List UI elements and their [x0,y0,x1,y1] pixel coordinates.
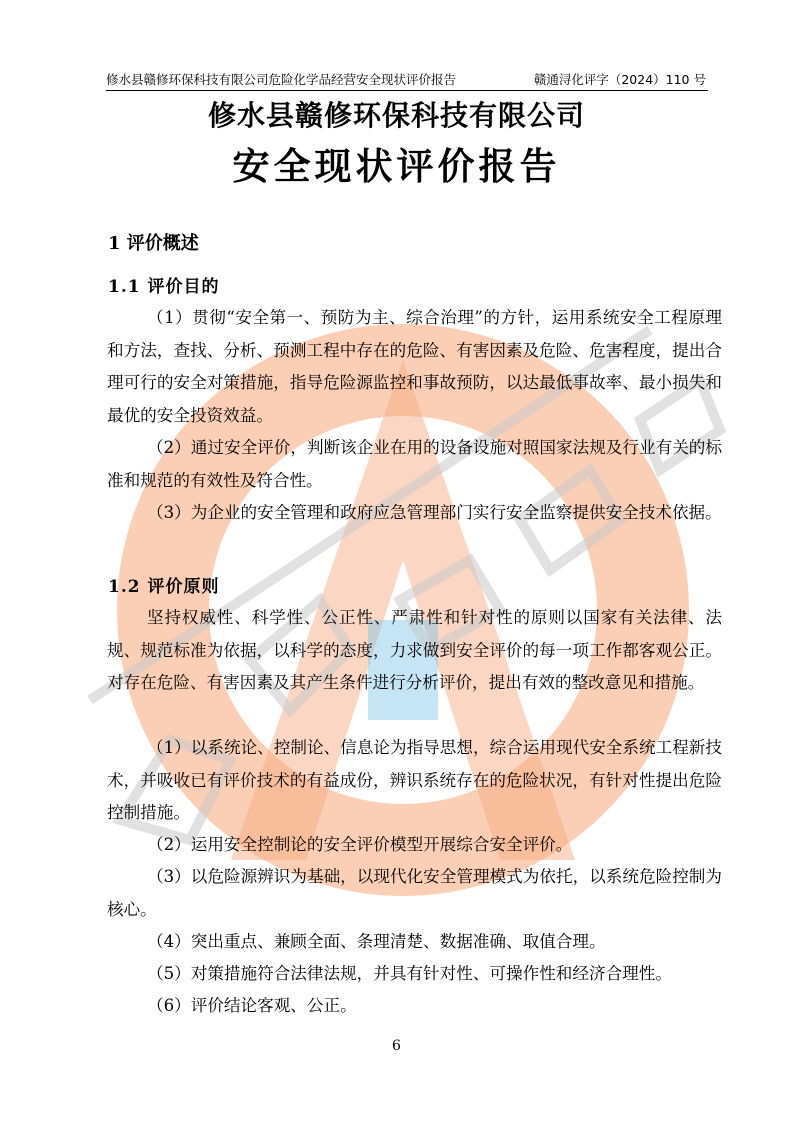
page-header [106,68,708,91]
principles-paragraph-4: （4）突出重点、兼顾全面、条理清楚、数据准确、取值合理。 [147,932,606,951]
page-number: 6 [392,1038,401,1054]
principles-paragraph-2: （2）运用安全控制论的安全评价模型开展综合安全评价。 [147,835,573,854]
principles-paragraph-3: （3）以危险源辨识为基础，以现代化安全管理模式为依托，以系统危险控制为核心。 [107,867,722,919]
principles-paragraph-5: （5）对策措施符合法律法规，并具有针对性、可操作性和经济合理性。 [147,964,672,983]
principles-paragraph-1: （1）以系统论、控制论、信息论为指导思想，综合运用现代安全系统工程新技术，并吸收已有评价技术的有益成份，辨识系统存在的危险状况，有针对性提出危险控制措施。 [107,738,722,822]
document-title-report: 安全现状评价报告 [232,144,561,188]
header-report-number: 赣通浔化评字（2024）110 号 [533,72,706,87]
subsection-heading-purpose: 1.1 评价目的 [108,277,220,297]
header-report-title: 修水县赣修环保科技有限公司危险化学品经营安全现状评价报告 [106,72,457,87]
subsection-heading-principles: 1.2 评价原则 [108,577,220,597]
purpose-paragraph-1: （1）贯彻“安全第一、预防为主、综合治理”的方针，运用系统安全工程原理和方法，查找、分析、预测工程中存在的危险、有害因素及危险、危害程度，提出合理可行的安全对策措施，指导危险源监控和事故预防，以达最低事故率、最小损失和最优的安全投资效益。 [107,308,722,425]
section-heading-overview: 1 评价概述 [108,233,199,254]
purpose-paragraph-3: （3）为企业的安全管理和政府应急管理部门实行安全监察提供安全技术依据。 [147,503,722,522]
purpose-paragraph-2: （2）通过安全评价，判断该企业在用的设备设施对照国家法规及行业有关的标准和规范的有效性及符合性。 [107,438,722,490]
principles-paragraph-6: （6）评价结论客观、公正。 [147,996,357,1015]
document-title-company: 修水县赣修环保科技有限公司 [207,99,585,132]
principles-paragraph-intro: 坚持权威性、科学性、公正性、严肃性和针对性的原则以国家有关法律、法规、规范标准为依据，以科学的态度，力求做到安全评价的每一项工作都客观公正。对存在危险、有害因素及其产生条件进行分析评价，提出有效的整改意见和措施。 [107,608,722,692]
